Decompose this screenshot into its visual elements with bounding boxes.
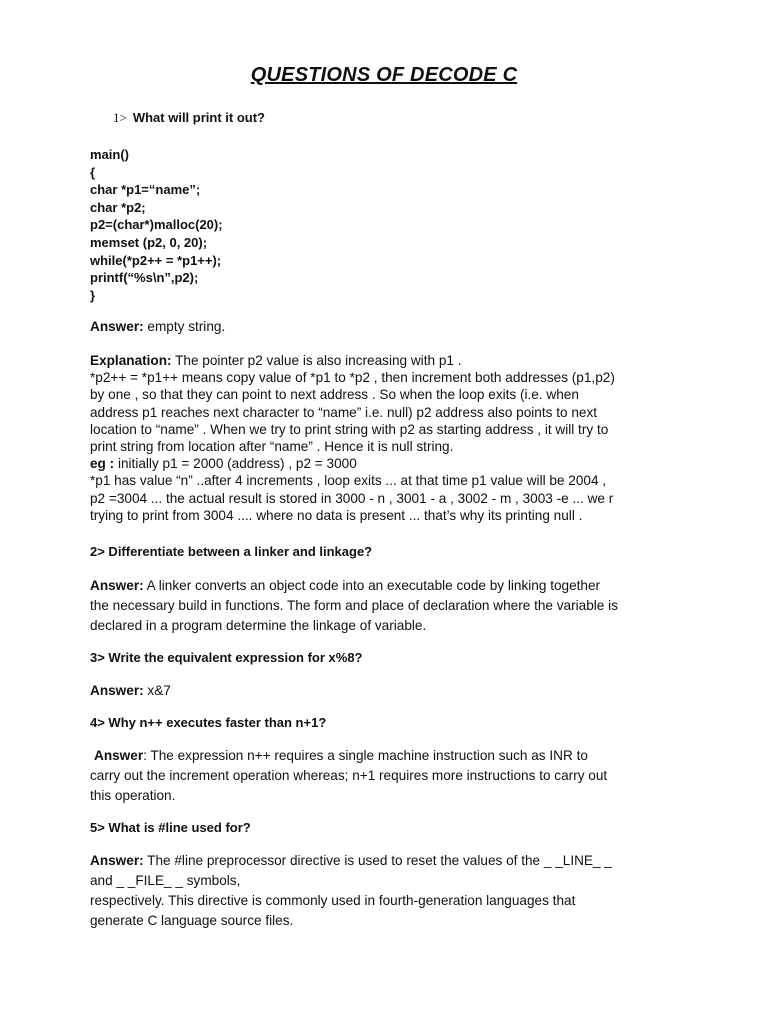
answer-text: empty string. [143, 319, 226, 334]
answer-label: Answer [94, 748, 144, 763]
answer-line: The #line preprocessor directive is used to reset the values of the _ _LINE_ _ [143, 853, 612, 868]
answer-line: : The expression n++ requires a single machine instruction such as INR to [143, 748, 588, 763]
answer-5 [90, 851, 690, 931]
answer-line: and _ _FILE_ _ symbols, [90, 873, 241, 888]
answer-line: this operation. [90, 788, 176, 803]
explanation-line: print string from location after “name” . Hence it is null string. [90, 439, 454, 455]
eg-line: *p1 has value “n” ..after 4 increments , loop exits ... at that time p1 value will be 2004 , [90, 473, 607, 489]
code-line: char *p1=“name”; [90, 182, 201, 198]
explanation-line: location to “name” . When we try to print string with p2 as starting address , it will try to [90, 421, 609, 437]
explanation-label: Explanation: [90, 353, 172, 368]
answer-line: A linker converts an object code into an executable code by linking together [143, 578, 601, 593]
eg-text: initially p1 = 2000 (address) , p2 = 3000 [114, 456, 357, 472]
answer-label: Answer: [90, 683, 144, 698]
eg-line: p2 =3004 ... the actual result is stored in 3000 - n , 3001 - a , 3002 - m , 3003 -e ... we r [90, 490, 614, 506]
explanation-line: by one , so that they can point to next address . So when the loop exits (i.e. when [90, 387, 579, 403]
code-line: memset (p2, 0, 20); [90, 234, 208, 250]
answer-3 [90, 681, 690, 701]
code-line: printf(“%s\n”,p2); [90, 270, 199, 286]
explanation-line: *p2++ = *p1++ means copy value of *p1 to *p2 , then increment both addresses (p1,p2) [90, 370, 615, 386]
question-4: 4> Why n++ executes faster than n+1? [90, 715, 327, 730]
question-2: 2> Differentiate between a linker and linkage? [90, 544, 373, 559]
answer-line: the necessary build in functions. The form and place of declaration where the variable is [90, 598, 618, 613]
question-3: 3> Write the equivalent expression for x%8? [90, 650, 363, 665]
question-5: 5> What is #line used for? [90, 820, 251, 835]
explanation-line: The pointer p2 value is also increasing with p1 . [171, 353, 462, 368]
answer-1 [90, 318, 690, 335]
answer-label: Answer: [90, 578, 144, 593]
explanation-line: address p1 reaches next character to “name” i.e. null) p2 address also points to next [90, 404, 598, 420]
code-line: } [90, 287, 96, 303]
answer-2 [90, 576, 690, 636]
question-number: 1> [113, 110, 127, 125]
eg-label: eg : [90, 456, 115, 472]
answer-line: declared in a program determine the linkage of variable. [90, 618, 427, 633]
code-line: p2=(char*)malloc(20); [90, 217, 223, 233]
code-block [90, 146, 223, 304]
answer-label: Answer: [90, 853, 144, 868]
answer-label: Answer: [90, 319, 144, 334]
question-1 [113, 110, 265, 126]
answer-text: x&7 [143, 683, 171, 698]
answer-4 [90, 746, 694, 806]
code-line: main() [90, 147, 129, 162]
page-title: QUESTIONS OF DECODE C [250, 64, 518, 86]
answer-line: carry out the increment operation whereas; n+1 requires more instructions to carry out [90, 768, 608, 783]
eg-line: trying to print from 3004 .... where no data is present ... that’s why its printing null . [90, 507, 583, 523]
code-line: while(*p2++ = *p1++); [90, 252, 222, 268]
explanation-1 [90, 352, 690, 524]
answer-line: respectively. This directive is commonly used in fourth-generation languages that [90, 893, 576, 908]
answer-line: generate C language source files. [90, 913, 294, 928]
code-line: { [90, 164, 96, 180]
code-line: char *p2; [90, 199, 146, 215]
question-text: What will print it out? [132, 110, 265, 125]
